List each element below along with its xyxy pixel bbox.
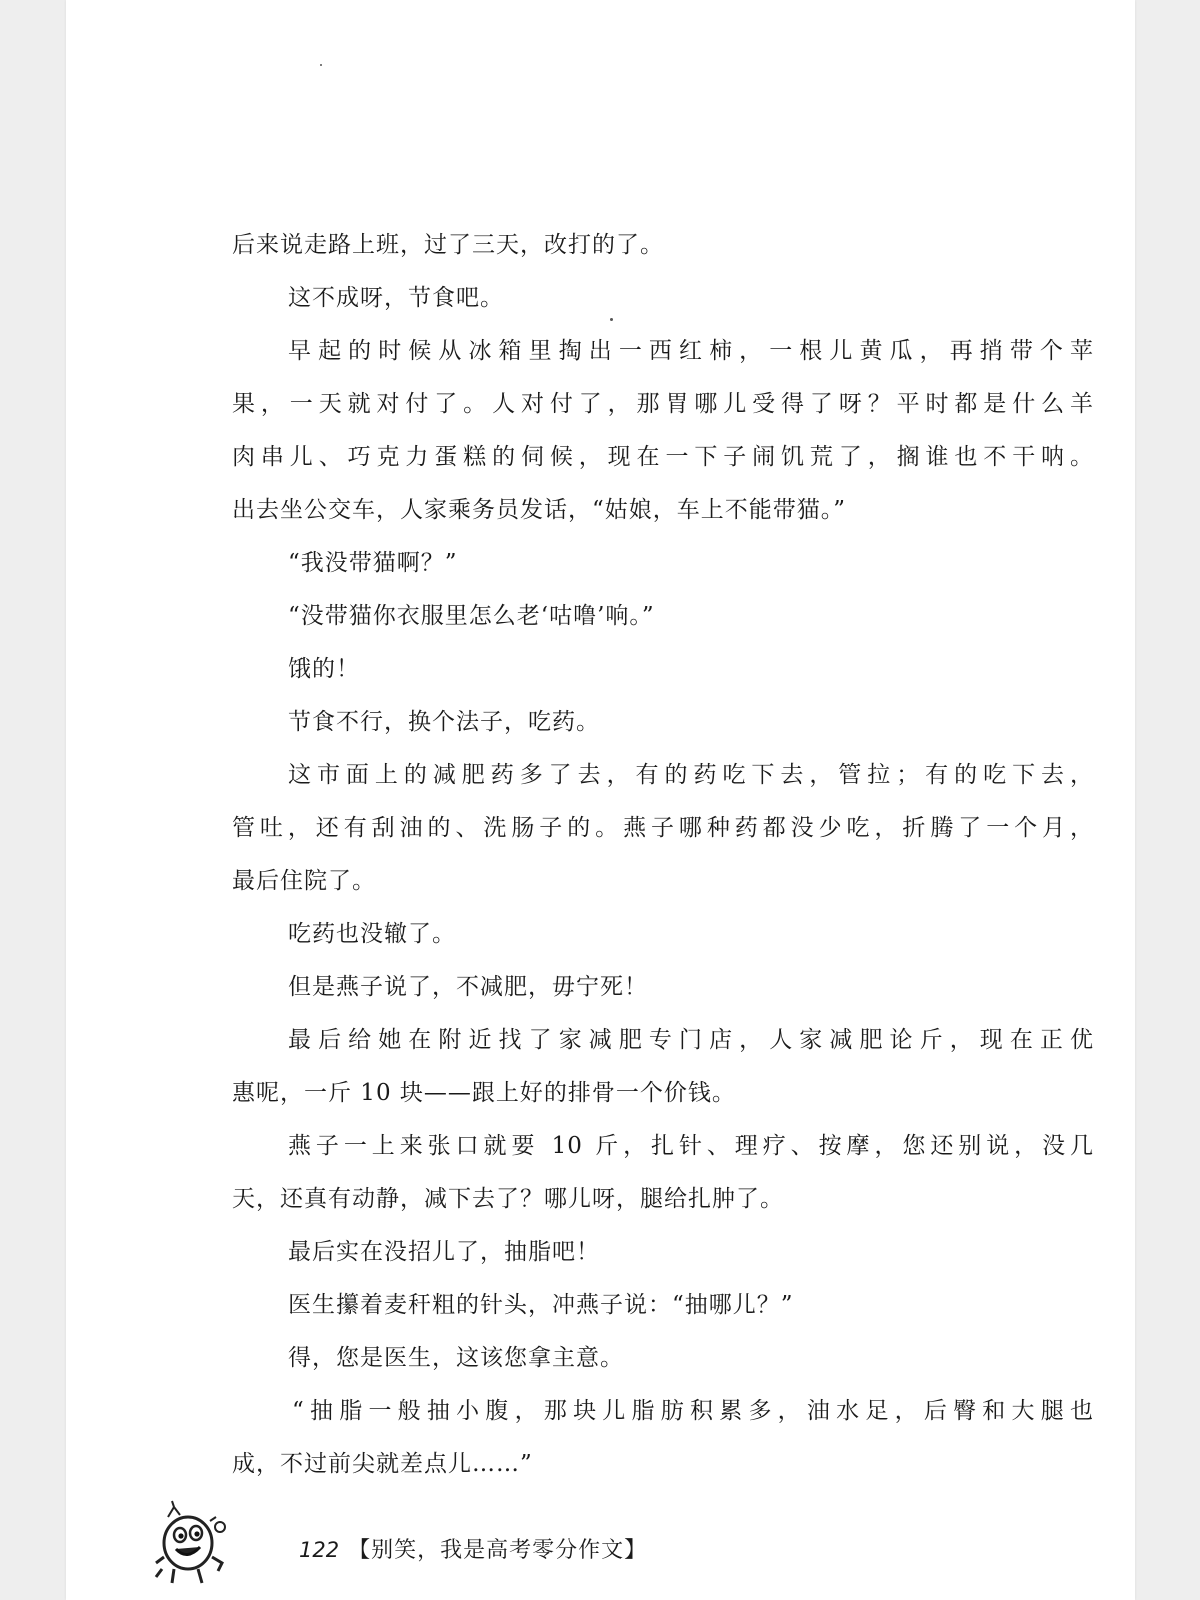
text-line: 吃药也没辙了。 <box>288 921 456 947</box>
text-line: “没带猫你衣服里怎么老‘咕噜’响。” <box>288 603 655 629</box>
page-number: 122 <box>299 1538 340 1562</box>
text-line: 最后实在没招儿了，抽脂吧！ <box>288 1239 600 1265</box>
page-folio <box>299 1533 647 1564</box>
text-line: 医生攥着麦秆粗的针头，冲燕子说：“抽哪儿？” <box>288 1292 794 1318</box>
text-line: 最后给她在附近找了家减肥专门店，人家减肥论斤，现在正优 <box>288 1027 1094 1053</box>
cartoon-mascot-icon <box>154 1497 234 1587</box>
text-line: 燕子一上来张口就要 10 斤，扎针、理疗、按摩，您还别说，没几 <box>288 1133 1094 1159</box>
text-line: 果，一天就对付了。人对付了，那胃哪儿受得了呀？平时都是什么羊 <box>232 391 1094 417</box>
text-line: 后来说走路上班，过了三天，改打的了。 <box>232 232 664 258</box>
book-page <box>66 0 1135 1600</box>
page-footer <box>154 1497 754 1587</box>
text-line: 这市面上的减肥药多了去，有的药吃下去，管拉；有的吃下去， <box>288 762 1094 788</box>
text-line: 但是燕子说了，不减肥，毋宁死！ <box>288 974 648 1000</box>
text-line: 成，不过前尖就差点儿……” <box>232 1451 533 1477</box>
text-line: 早起的时候从冰箱里掏出一西红柿，一根儿黄瓜，再捎带个苹 <box>288 338 1094 364</box>
text-line: 节食不行，换个法子，吃药。 <box>288 709 600 735</box>
text-line: 得，您是医生，这该您拿主意。 <box>288 1345 624 1371</box>
book-title: 【别笑，我是高考零分作文】 <box>348 1538 648 1563</box>
text-line: 惠呢，一斤 10 块——跟上好的排骨一个价钱。 <box>232 1080 736 1106</box>
text-line: 最后住院了。 <box>232 868 376 894</box>
text-line: 饿的！ <box>288 656 360 682</box>
text-line: 出去坐公交车，人家乘务员发话，“姑娘，车上不能带猫。” <box>232 497 847 523</box>
text-line: 管吐，还有刮油的、洗肠子的。燕子哪种药都没少吃，折腾了一个月， <box>232 815 1094 841</box>
text-line: “抽脂一般抽小腹，那块儿脂肪积累多，油水足，后臀和大腿也 <box>292 1398 1094 1424</box>
text-line: 肉串儿、巧克力蛋糕的伺候，现在一下子闹饥荒了，搁谁也不干呐。 <box>232 444 1094 470</box>
text-line: 这不成呀，节食吧。 <box>288 285 504 311</box>
text-line: 天，还真有动静，减下去了？哪儿呀，腿给扎肿了。 <box>232 1186 784 1212</box>
text-line: “我没带猫啊？” <box>288 550 458 576</box>
